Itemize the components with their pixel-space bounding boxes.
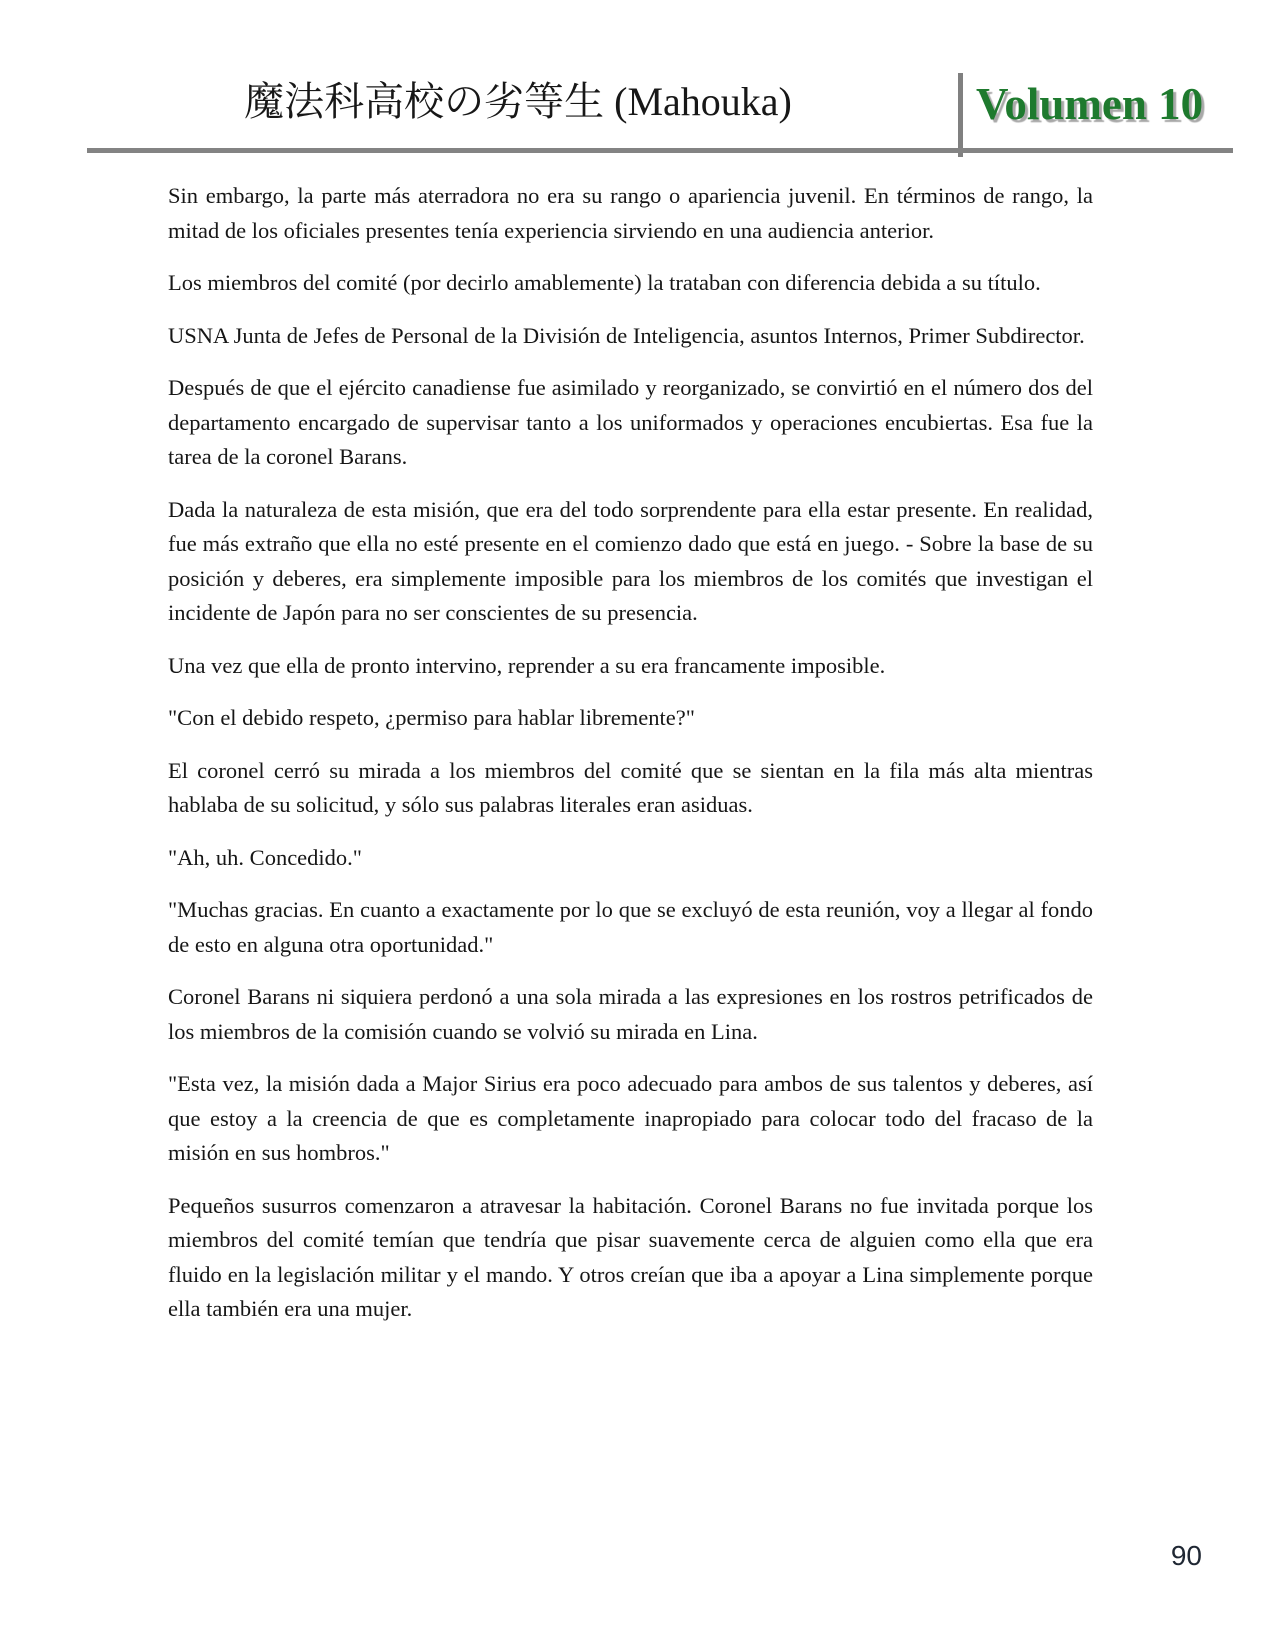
page-number: 90 (1170, 1540, 1202, 1571)
header-divider-bar (958, 73, 963, 157)
paragraph: "Esta vez, la misión dada a Major Sirius era poco adecuado para ambos de sus talentos y deberes, así que estoy a la creencia de que es completamente inapropiado para colocar todo del fracaso de la misión en sus hombros." (168, 1071, 1093, 1165)
paragraph: Sin embargo, la parte más aterradora no era su rango o apariencia juvenil. En términos de rango, la mitad de los oficiales presentes tenía experiencia sirviendo en una audiencia anterior. (168, 183, 1093, 243)
novel-title: 魔法科高校の劣等生 (Mahouka) (244, 79, 792, 124)
paragraph: Una vez que ella de pronto intervino, reprender a su era francamente imposible. (168, 652, 886, 678)
volume-badge: Volumen 10 (976, 79, 1204, 129)
paragraph: El coronel cerró su mirada a los miembros del comité que se sientan en la fila más alta mientras hablaba de su solicitud, y sólo sus palabras literales eran asiduas. (168, 757, 1093, 817)
paragraph: Después de que el ejército canadiense fue asimilado y reorganizado, se convirtió en el número dos del departamento encargado de supervisar tanto a los uniformados y operaciones encubiertas. Esa fue la tarea de la coronel Barans. (168, 375, 1093, 469)
header-rule (87, 148, 1233, 153)
paragraph: Dada la naturaleza de esta misión, que era del todo sorprendente para ella estar presente. En realidad, fue más extraño que ella no esté presente en el comienzo dado que está en juego. - Sobre la base de su posición y deberes, era simplemente imposible para los miembros de los comités que investigan el incidente de Japón para no ser conscientes de su presencia. (168, 496, 1093, 625)
paragraph: Coronel Barans ni siquiera perdonó a una sola mirada a las expresiones en los rostros petrificados de los miembros de la comisión cuando se volvió su mirada en Lina. (168, 984, 1093, 1044)
paragraph: "Ah, uh. Concedido." (168, 844, 362, 870)
paragraph: USNA Junta de Jefes de Personal de la División de Inteligencia, asuntos Internos, Primer Subdirector. (168, 322, 1085, 348)
body-text (168, 179, 1093, 1345)
paragraph: Los miembros del comité (por decirlo amablemente) la trataban con diferencia debida a su título. (168, 270, 1041, 295)
paragraph: Pequeños susurros comenzaron a atravesar la habitación. Coronel Barans no fue invitada porque los miembros del comité temían que tendría que pisar suavemente cerca de alguien como ella que era fluido en la legislación militar y el mando. Y otros creían que iba a apoyar a Lina simplemente porque ella también era una mujer. (168, 1192, 1093, 1321)
paragraph: "Con el debido respeto, ¿permiso para hablar libremente?" (168, 705, 695, 730)
paragraph: "Muchas gracias. En cuanto a exactamente por lo que se excluyó de esta reunión, voy a llegar al fondo de esto en alguna otra oportunidad." (168, 897, 1093, 957)
